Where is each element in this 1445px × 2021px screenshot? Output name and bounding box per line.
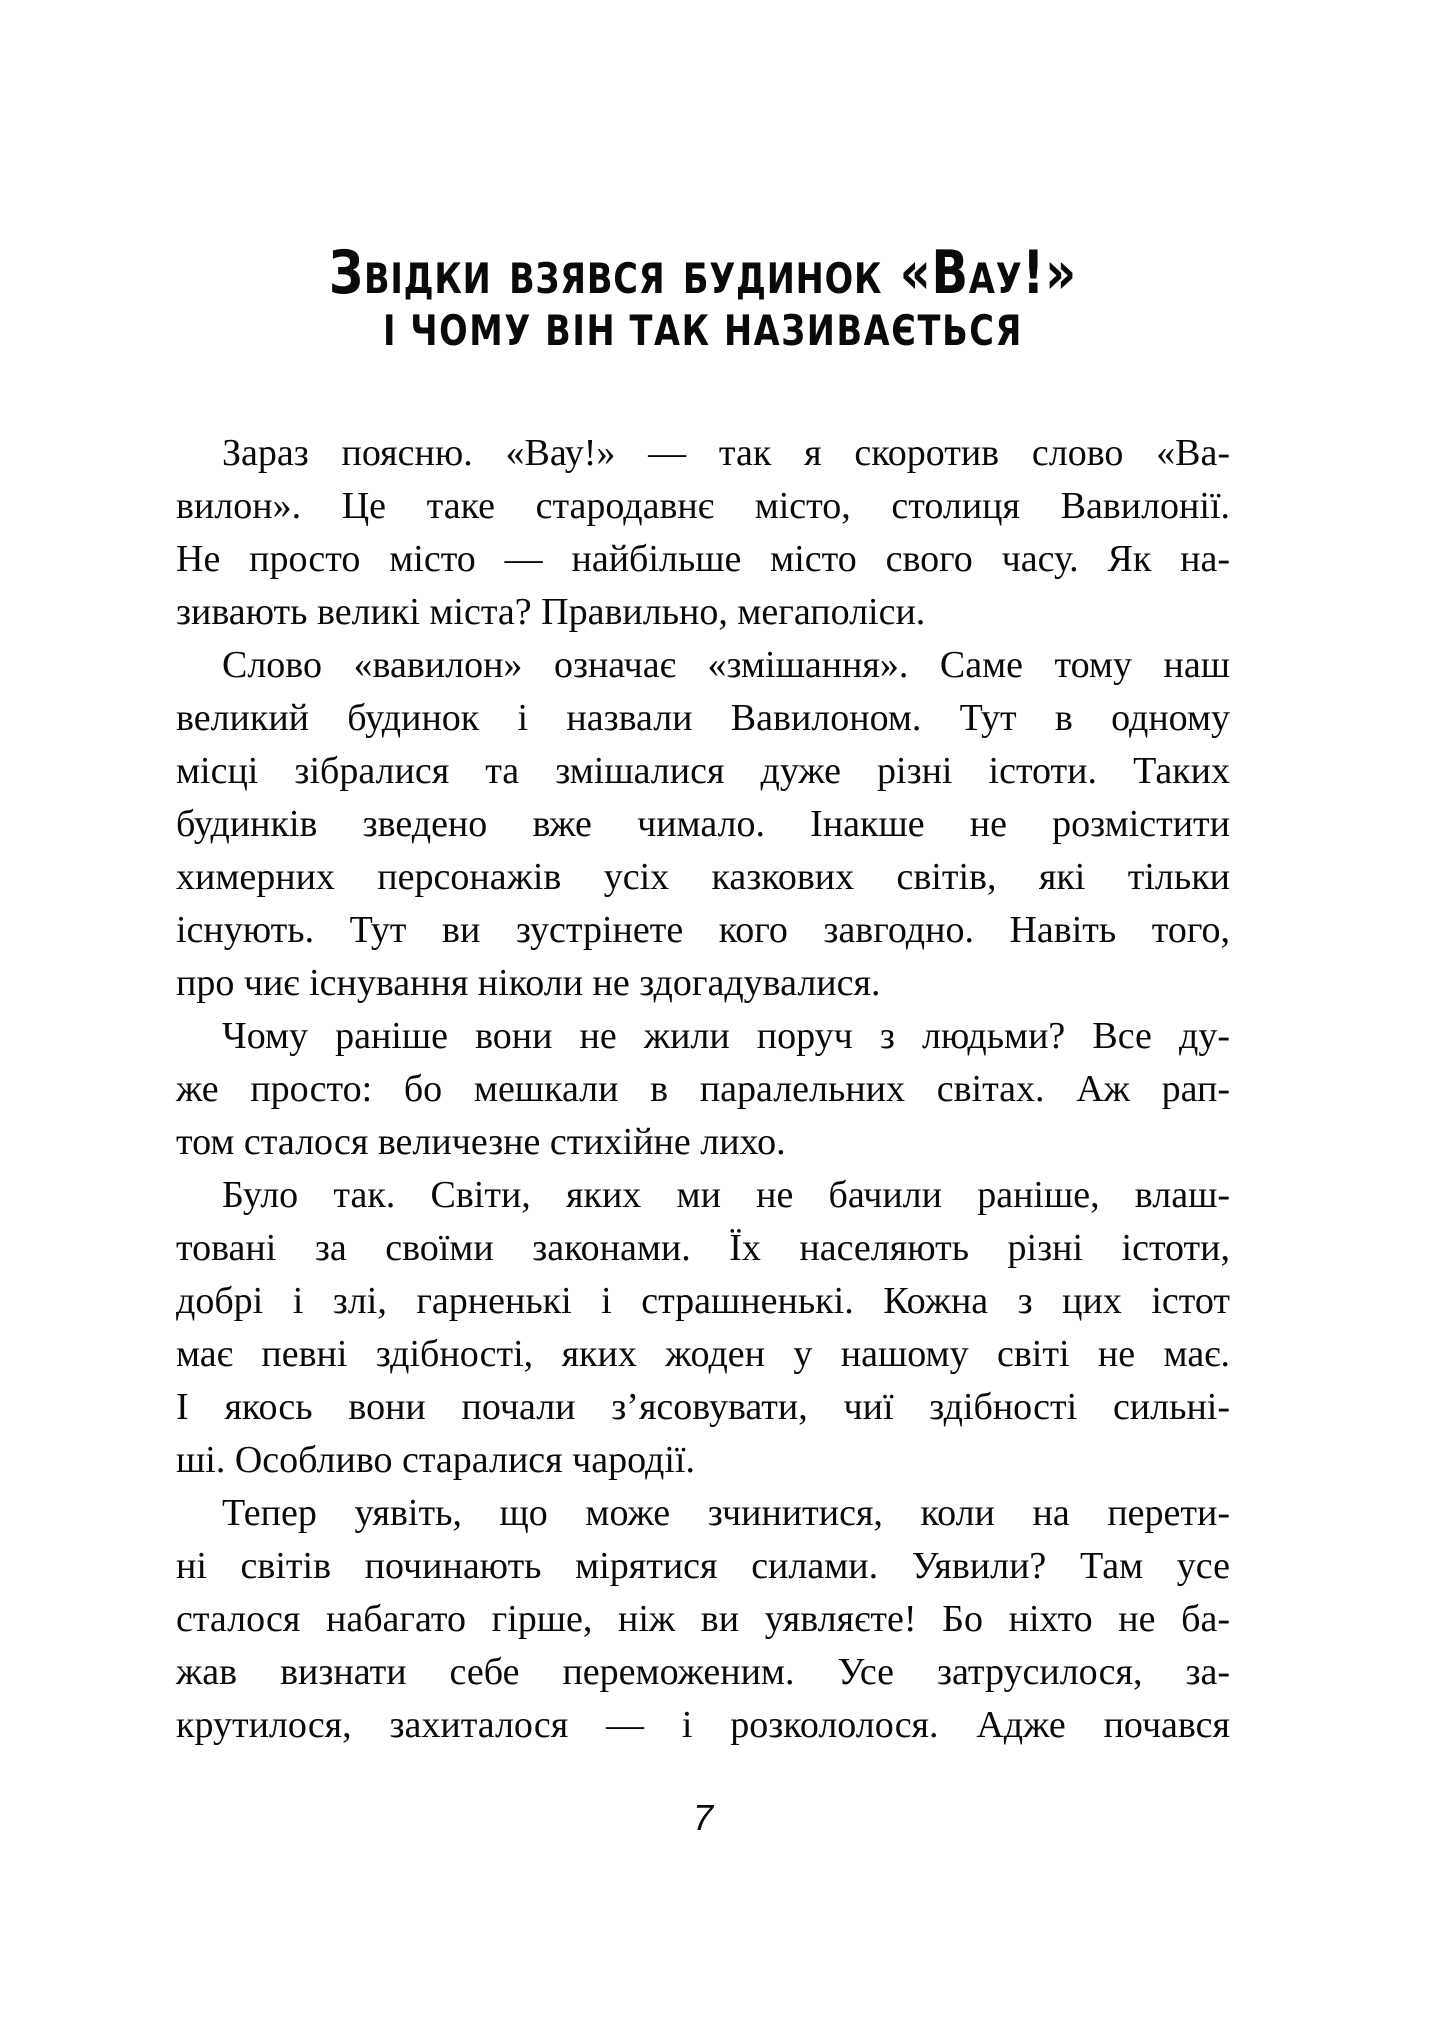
text-line: товані за своїми законами. Їх населяють різні істоти, [176,1227,1230,1269]
text-line: Слово «вавилон» означає «змішання». Саме тому наш [222,644,1230,686]
text-line: крутилося, захиталося — і розкололося. Адже почався [176,1704,1230,1746]
text-line: І якось вони почали з’ясовувати, чиї здібності сильні- [176,1386,1230,1428]
text-line: же просто: бо мешкали в паралельних світах. Аж рап- [176,1068,1230,1110]
text-line: існують. Тут ви зустрінете кого завгодно. Навіть того, [176,909,1230,951]
text-line: Зараз поясню. «Вау!» — так я скоротив слово «Ва- [222,432,1230,474]
text-line: зивають великі міста? Правильно, мегаполіси. [176,591,926,633]
chapter-title-line-2: І ЧОМУ ВІН ТАК НАЗИВАЄТЬСЯ [382,306,1024,355]
page-number: 7 [692,1797,714,1838]
text-line: химерних персонажів усіх казкових світів, які тільки [176,856,1230,898]
body-text [176,427,1230,1752]
paragraph [176,1010,1230,1169]
text-line: має певні здібності, яких жоден у нашому світі не має. [176,1333,1230,1375]
text-line: Чому раніше вони не жили поруч з людьми? Все ду- [222,1015,1230,1057]
text-line: про чиє існування ніколи не здогадувалися. [176,962,881,1004]
text-line: сталося набагато гірше, ніж ви уявляєте! Бо ніхто не ба- [176,1598,1230,1640]
text-line: великий будинок і назвали Вавилоном. Тут в одному [176,697,1230,739]
text-line: вилон». Це таке стародавнє місто, столиця Вавилонії. [176,485,1230,527]
text-line: том сталося величезне стихійне лихо. [176,1121,786,1163]
paragraph [176,1487,1230,1752]
text-line: жав визнати себе переможеним. Усе затрусилося, за- [176,1651,1230,1693]
chapter-title [281,240,1124,356]
paragraph [176,1169,1230,1487]
text-column [176,0,1230,2021]
text-line: ші. Особливо старалися чародії. [176,1439,695,1481]
text-line: будинків зведено вже чимало. Інакше не розмістити [176,803,1230,845]
paragraph [176,427,1230,639]
text-line: ні світів починають мірятися силами. Уявили? Там усе [176,1545,1230,1587]
text-line: добрі і злі, гарненькі і страшненькі. Кожна з цих істот [176,1280,1230,1322]
text-line: Тепер уявіть, що може зчинитися, коли на перети- [222,1492,1230,1534]
chapter-title-line-1: Звідки взявся будинок «Вау!» [329,238,1077,308]
paragraph [176,639,1230,1010]
text-line: місці зібралися та змішалися дуже різні істоти. Таких [176,750,1230,792]
text-line: Не просто місто — найбільше місто свого часу. Як на- [176,538,1230,580]
text-line: Було так. Світи, яких ми не бачили раніше, влаш- [222,1174,1230,1216]
